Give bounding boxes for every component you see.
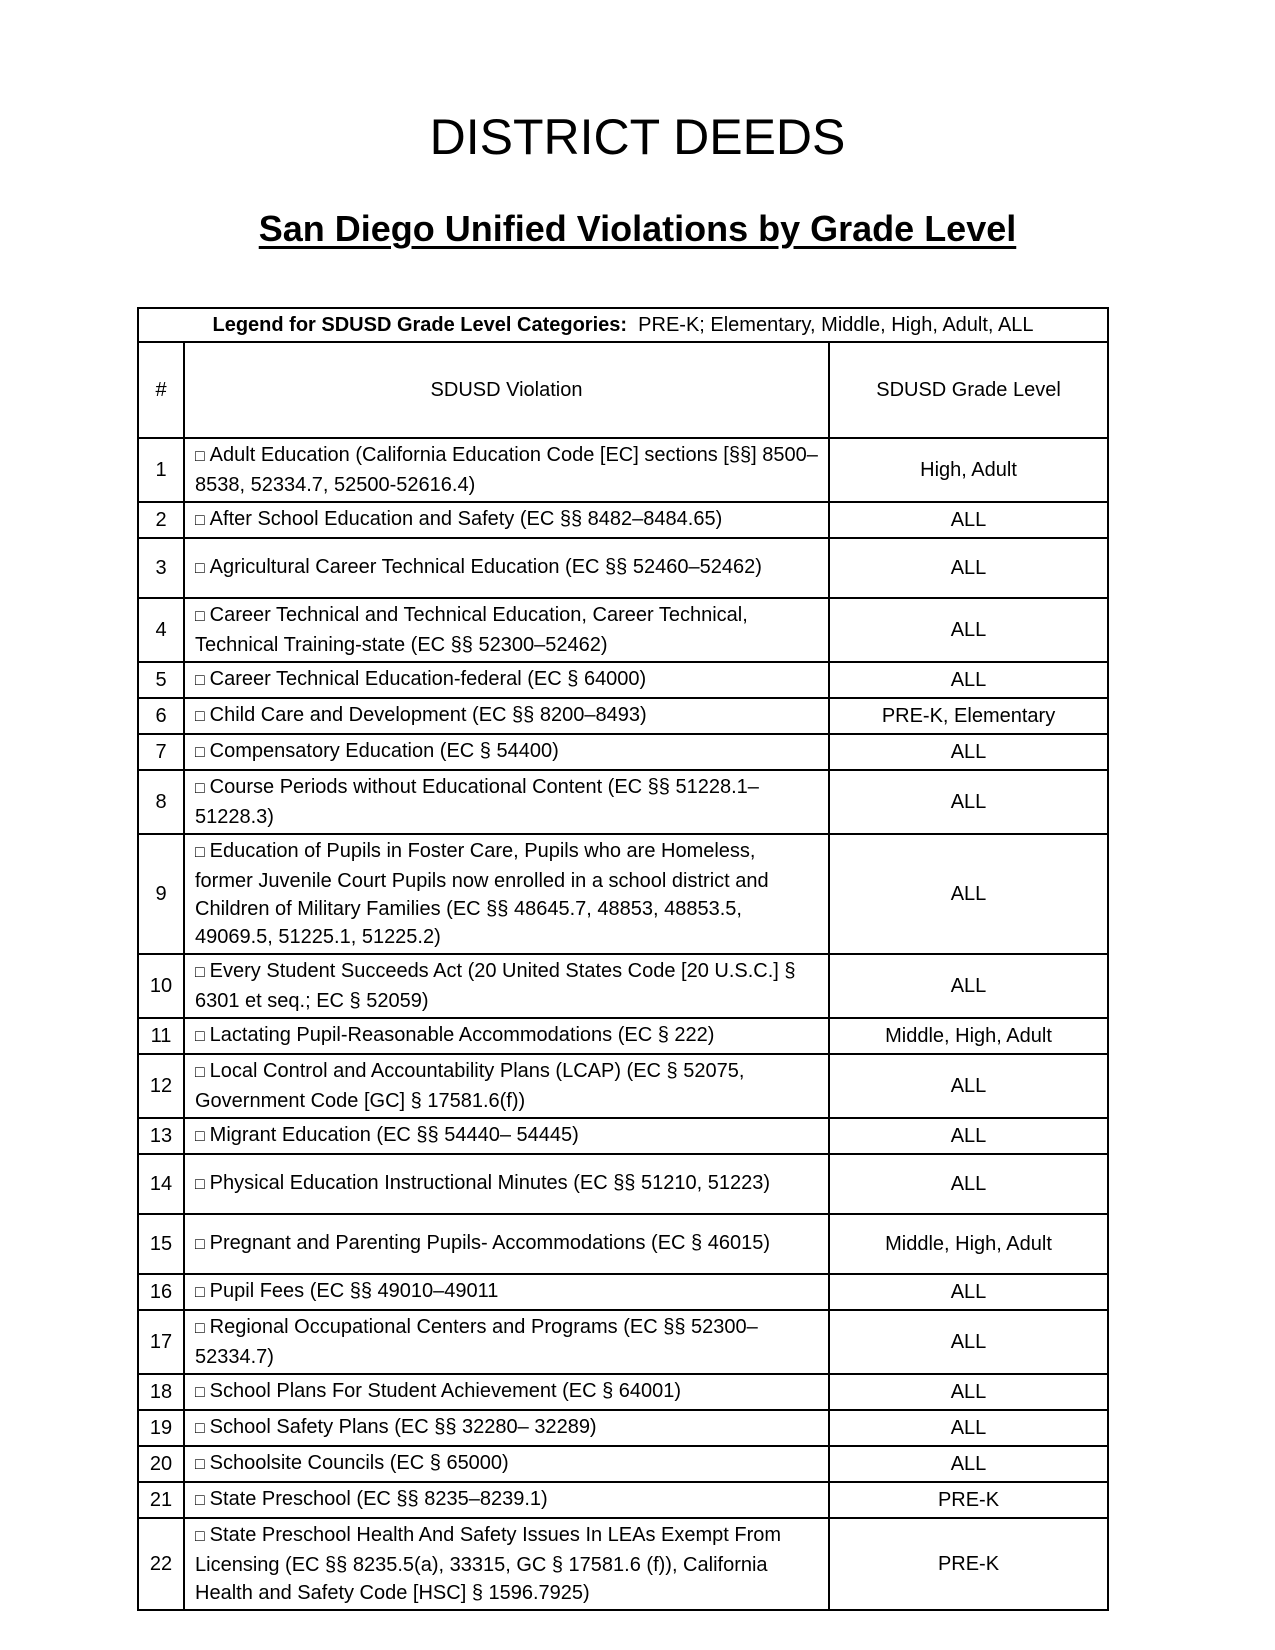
table-row (138, 1518, 1108, 1610)
checkbox-icon: □ (195, 1284, 205, 1301)
row-grade-level: ALL (829, 1410, 1108, 1446)
checkbox-icon: □ (195, 1456, 205, 1473)
row-grade-level: ALL (829, 502, 1108, 538)
row-number: 16 (138, 1274, 184, 1310)
row-number: 18 (138, 1374, 184, 1410)
table-row (138, 662, 1108, 698)
row-violation: Compensatory Education (EC § 54400) (209, 740, 559, 762)
row-violation-cell (184, 1446, 829, 1482)
row-violation: Local Control and Accountability Plans (LCAP) (EC § 52075, Government Code [GC] § 17581.6(f)) (195, 1060, 745, 1112)
table-row (138, 1482, 1108, 1518)
row-grade-level: Middle, High, Adult (829, 1018, 1108, 1054)
table-row (138, 1446, 1108, 1482)
table-row (138, 834, 1108, 954)
checkbox-icon: □ (195, 708, 205, 725)
document-subtitle: San Diego Unified Violations by Grade Level (258, 208, 1017, 249)
table-row (138, 1018, 1108, 1054)
row-violation-cell (184, 502, 829, 538)
table-row (138, 1154, 1108, 1214)
row-violation: Pregnant and Parenting Pupils- Accommodations (EC § 46015) (209, 1232, 770, 1254)
row-violation-cell (184, 598, 829, 662)
row-number: 3 (138, 538, 184, 598)
row-grade-level: PRE-K (829, 1518, 1108, 1610)
row-violation-cell (184, 438, 829, 502)
checkbox-icon: □ (195, 1528, 205, 1545)
table-row (138, 954, 1108, 1018)
legend-cell (138, 308, 1108, 342)
row-violation: Lactating Pupil-Reasonable Accommodations (EC § 222) (209, 1024, 715, 1046)
row-violation-cell (184, 1410, 829, 1446)
row-violation: Schoolsite Councils (EC § 65000) (209, 1452, 509, 1474)
row-grade-level: ALL (829, 538, 1108, 598)
row-grade-level: ALL (829, 1154, 1108, 1214)
checkbox-icon: □ (195, 560, 205, 577)
row-number: 12 (138, 1054, 184, 1118)
row-grade-level: High, Adult (829, 438, 1108, 502)
row-violation-cell (184, 1214, 829, 1274)
table-row (138, 438, 1108, 502)
row-violation: Career Technical and Technical Education, Career Technical, Technical Training-state (EC §§ 52300–52462) (195, 604, 748, 656)
checkbox-icon: □ (195, 1176, 205, 1193)
checkbox-icon: □ (195, 448, 205, 465)
checkbox-icon: □ (195, 1128, 205, 1145)
table-row (138, 1310, 1108, 1374)
checkbox-icon: □ (195, 964, 205, 981)
document-title: DISTRICT DEEDS (429, 109, 846, 165)
row-number: 5 (138, 662, 184, 698)
row-violation-cell (184, 1482, 829, 1518)
checkbox-icon: □ (195, 1420, 205, 1437)
row-number: 21 (138, 1482, 184, 1518)
row-grade-level: ALL (829, 770, 1108, 834)
legend-label: Legend for SDUSD Grade Level Categories: (212, 314, 628, 336)
row-grade-level: ALL (829, 662, 1108, 698)
row-violation-cell (184, 1018, 829, 1054)
row-number: 8 (138, 770, 184, 834)
table-row (138, 1374, 1108, 1410)
header-row (138, 342, 1108, 438)
row-grade-level: ALL (829, 1274, 1108, 1310)
table-row (138, 1054, 1108, 1118)
row-violation: Every Student Succeeds Act (20 United States Code [20 U.S.C.] § 6301 et seq.; EC § 52059) (195, 960, 796, 1012)
row-violation: Child Care and Development (EC §§ 8200–8493) (209, 704, 647, 726)
row-grade-level: ALL (829, 1374, 1108, 1410)
legend-categories: PRE-K; Elementary, Middle, High, Adult, ALL (638, 314, 1034, 336)
row-violation: School Plans For Student Achievement (EC § 64001) (209, 1380, 682, 1402)
header-grade-level: SDUSD Grade Level (829, 342, 1108, 438)
row-violation-cell (184, 1518, 829, 1610)
row-grade-level: ALL (829, 598, 1108, 662)
table-row (138, 502, 1108, 538)
row-violation-cell (184, 1154, 829, 1214)
checkbox-icon: □ (195, 1236, 205, 1253)
checkbox-icon: □ (195, 608, 205, 625)
row-violation: Course Periods without Educational Content (EC §§ 51228.1–51228.3) (195, 776, 759, 828)
table-row (138, 698, 1108, 734)
row-number: 15 (138, 1214, 184, 1274)
row-violation: Career Technical Education-federal (EC § 64000) (209, 668, 647, 690)
checkbox-icon: □ (195, 780, 205, 797)
checkbox-icon: □ (195, 672, 205, 689)
row-grade-level: ALL (829, 734, 1108, 770)
row-violation: Adult Education (California Education Code [EC] sections [§§] 8500–8538, 52334.7, 52500-52616.4) (195, 444, 818, 496)
checkbox-icon: □ (195, 1384, 205, 1401)
checkbox-icon: □ (195, 1028, 205, 1045)
checkbox-icon: □ (195, 1064, 205, 1081)
row-number: 10 (138, 954, 184, 1018)
row-violation-cell (184, 734, 829, 770)
row-number: 22 (138, 1518, 184, 1610)
checkbox-icon: □ (195, 844, 205, 861)
row-grade-level: ALL (829, 954, 1108, 1018)
row-violation-cell (184, 1054, 829, 1118)
legend-row (138, 308, 1108, 342)
row-number: 4 (138, 598, 184, 662)
row-violation-cell (184, 698, 829, 734)
row-violation: Regional Occupational Centers and Programs (EC §§ 52300–52334.7) (195, 1316, 758, 1368)
row-violation: State Preschool Health And Safety Issues In LEAs Exempt From Licensing (EC §§ 8235.5(a), 33315, GC § 17581.6 (f)), California Health and Safety Code [HSC] § 1596.7925) (195, 1524, 782, 1604)
row-grade-level: ALL (829, 1446, 1108, 1482)
row-violation: Education of Pupils in Foster Care, Pupils who are Homeless, former Juvenile Court Pupils now enrolled in a school district and Children of Military Families (EC §§ 48645.7, 48853, 48853.5, 49069.5, 51225.1, 51225.2) (195, 840, 769, 948)
table-row (138, 538, 1108, 598)
table-row (138, 1274, 1108, 1310)
row-number: 1 (138, 438, 184, 502)
row-grade-level: ALL (829, 1054, 1108, 1118)
row-grade-level: Middle, High, Adult (829, 1214, 1108, 1274)
row-violation: State Preschool (EC §§ 8235–8239.1) (209, 1488, 548, 1510)
row-number: 13 (138, 1118, 184, 1154)
row-number: 7 (138, 734, 184, 770)
row-violation-cell (184, 954, 829, 1018)
row-violation: School Safety Plans (EC §§ 32280– 32289) (209, 1416, 597, 1438)
table-row (138, 1118, 1108, 1154)
row-violation-cell (184, 1274, 829, 1310)
violations-table (137, 307, 1109, 1611)
row-grade-level: PRE-K, Elementary (829, 698, 1108, 734)
row-violation: Migrant Education (EC §§ 54440– 54445) (209, 1124, 579, 1146)
header-violation: SDUSD Violation (184, 342, 829, 438)
row-grade-level: ALL (829, 1310, 1108, 1374)
row-violation: Pupil Fees (EC §§ 49010–49011 (209, 1280, 499, 1302)
header-number: # (138, 342, 184, 438)
row-violation: After School Education and Safety (EC §§ 8482–8484.65) (209, 508, 723, 530)
row-violation-cell (184, 1374, 829, 1410)
row-number: 19 (138, 1410, 184, 1446)
checkbox-icon: □ (195, 1320, 205, 1337)
row-number: 9 (138, 834, 184, 954)
table-row (138, 598, 1108, 662)
row-violation-cell (184, 662, 829, 698)
row-grade-level: ALL (829, 834, 1108, 954)
row-number: 2 (138, 502, 184, 538)
row-number: 14 (138, 1154, 184, 1214)
row-grade-level: ALL (829, 1118, 1108, 1154)
table-row (138, 1410, 1108, 1446)
row-violation: Physical Education Instructional Minutes (EC §§ 51210, 51223) (209, 1172, 770, 1194)
row-number: 11 (138, 1018, 184, 1054)
row-violation-cell (184, 1310, 829, 1374)
row-violation-cell (184, 1118, 829, 1154)
checkbox-icon: □ (195, 744, 205, 761)
checkbox-icon: □ (195, 1492, 205, 1509)
row-number: 20 (138, 1446, 184, 1482)
row-violation-cell (184, 538, 829, 598)
row-violation-cell (184, 770, 829, 834)
row-grade-level: PRE-K (829, 1482, 1108, 1518)
table-row (138, 734, 1108, 770)
row-violation-cell (184, 834, 829, 954)
table-row (138, 1214, 1108, 1274)
row-violation: Agricultural Career Technical Education (EC §§ 52460–52462) (209, 556, 762, 578)
row-number: 6 (138, 698, 184, 734)
row-number: 17 (138, 1310, 184, 1374)
table-row (138, 770, 1108, 834)
checkbox-icon: □ (195, 512, 205, 529)
